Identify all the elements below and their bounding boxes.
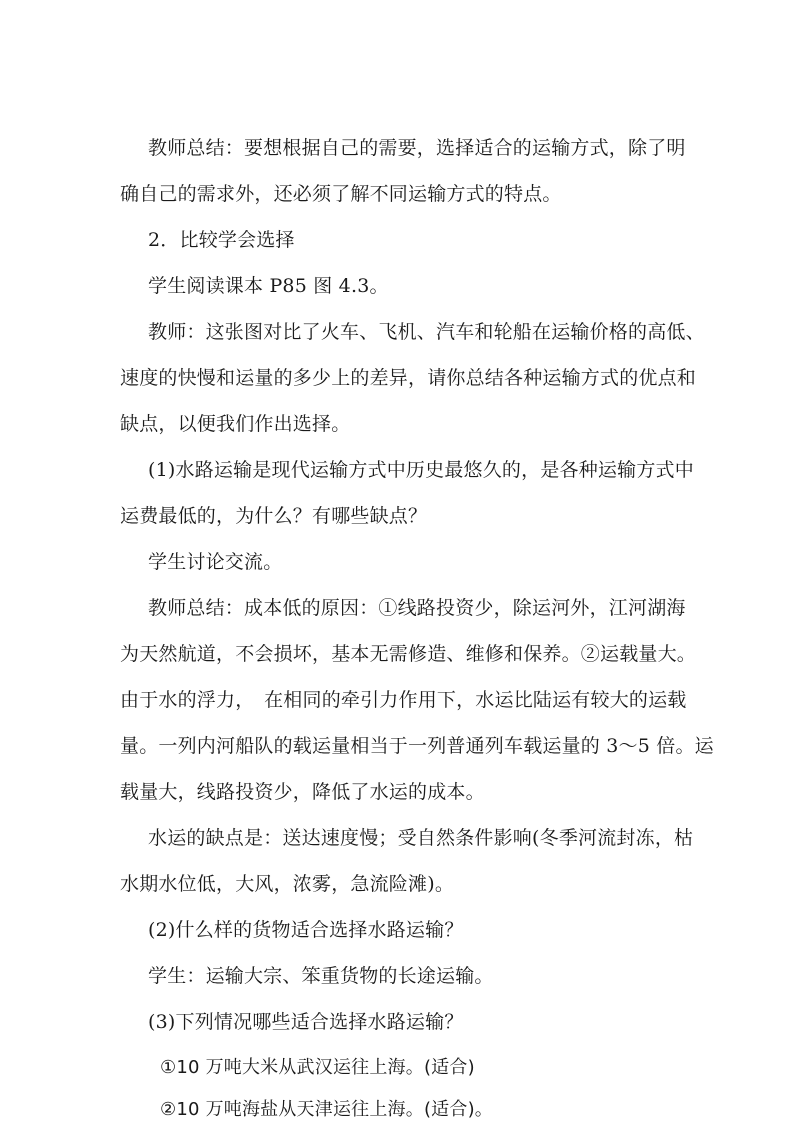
paragraph-line: 缺点，以便我们作出选择。 [120, 413, 351, 435]
paragraph-line: 水期水位低，大风，浓雾，急流险滩)。 [120, 873, 455, 895]
question-line: 运费最低的，为什么？有哪些缺点？ [120, 505, 428, 527]
paragraph-line: 教师：这张图对比了火车、飞机、汽车和轮船在运输价格的高低、 [148, 321, 705, 343]
paragraph-line: 速度的快慢和运量的多少上的差异，请你总结各种运输方式的优点和 [120, 367, 697, 389]
paragraph-line: 确自己的需求外，还必须了解不同运输方式的特点。 [120, 183, 562, 205]
paragraph-line: 学生阅读课本 P85 图 4.3。 [148, 275, 389, 297]
list-item: ①10 万吨大米从武汉运往上海。(适合) [160, 1057, 475, 1078]
paragraph-line: 教师总结：成本低的原因：①线路投资少，除运河外，江河湖海 [148, 597, 686, 619]
paragraph-line: 量。一列内河船队的载运量相当于一列普通列车载运量的 3～5 倍。运 [120, 735, 714, 757]
section-heading: 2．比较学会选择 [148, 229, 295, 251]
paragraph-line: 学生讨论交流。 [148, 551, 283, 573]
paragraph-line: 教师总结：要想根据自己的需要，选择适合的运输方式，除了明 [148, 137, 686, 159]
paragraph-line: 由于水的浮力， 在相同的牵引力作用下，水运比陆运有较大的运载 [120, 689, 687, 711]
question-line: (3)下列情况哪些适合选择水路运输？ [148, 1011, 464, 1033]
list-item: ②10 万吨海盐从天津运往上海。(适合)。 [160, 1099, 494, 1120]
paragraph-line: 水运的缺点是：送达速度慢；受自然条件影响(冬季河流封冻，枯 [148, 827, 694, 849]
paragraph-line: 载量大，线路投资少，降低了水运的成本。 [120, 781, 485, 803]
question-line: (1)水路运输是现代运输方式中历史最悠久的，是各种运输方式中 [148, 459, 694, 481]
paragraph-line: 学生：运输大宗、笨重货物的长途运输。 [148, 965, 494, 987]
paragraph-line: 为天然航道，不会损坏，基本无需修造、维修和保养。②运载量大。 [120, 643, 697, 665]
question-line: (2)什么样的货物适合选择水路运输？ [148, 919, 464, 941]
